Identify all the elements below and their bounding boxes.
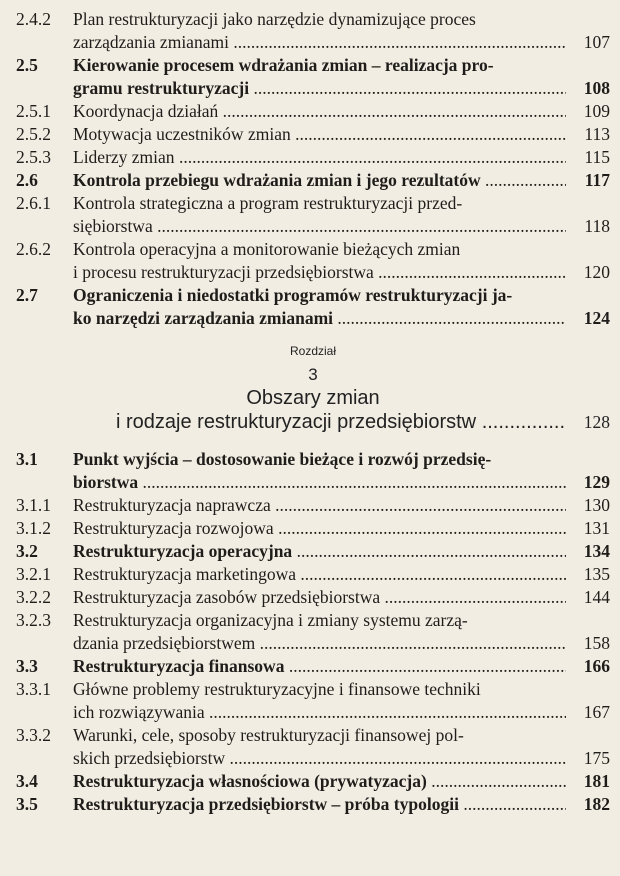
toc-entry-page-number: 109 [583,101,610,121]
toc-entry-title-text: Restrukturyzacja naprawcza ..... [73,495,566,515]
toc-entry-number: 2.6.2 [16,239,51,259]
toc-entry [16,284,610,330]
toc-entry-title [73,724,566,770]
toc-entry-title-line [73,563,566,586]
toc-entry-title-text: ich rozwiązywania ..... [73,702,566,722]
toc-entry [16,563,610,586]
toc-entry [16,448,610,494]
toc-entry [16,586,610,609]
toc-entry-title-line [73,793,566,816]
toc-section-chapter-2 [16,8,610,330]
toc-entry-number: 2.5.2 [16,124,51,144]
toc-entry-title [73,192,566,238]
toc-entry-number: 2.6 [16,170,38,190]
toc-entry [16,146,610,169]
toc-entry-page-number: 131 [583,518,610,538]
toc-entry-number: 3.2.3 [16,610,51,630]
toc-entry-number: 3.1.2 [16,518,51,538]
toc-entry-title-text: Restrukturyzacja przedsiębiorstw – próba typologii ..... [73,794,566,814]
toc-section-chapter-3 [16,448,610,816]
toc-entry-title-line [73,215,566,238]
chapter-number: 3 [308,365,318,384]
toc-entry-title-text: Restrukturyzacja organizacyjna i zmiany systemu zarzą- [73,610,468,630]
toc-entry-title [73,586,566,609]
toc-entry-title-line [73,261,566,284]
chapter-label: Rozdział [289,344,337,358]
toc-entry-title [73,54,566,100]
toc-entry-title [73,563,566,586]
toc-entry-title-line [73,238,566,261]
chapter-title-line-1: Obszary zmian [246,387,380,409]
toc-entry-title-line [73,284,566,307]
toc-entry-title-text: Kontrola operacyjna a monitorowanie bieżących zmian [73,239,461,259]
toc-entry [16,609,610,655]
toc-entry-title-text: Punkt wyjścia – dostosowanie bieżące i rozwój przedsię- [73,449,492,469]
toc-entry-title-text: Kontrola przebiegu wdrażania zmian i jego rezultatów ..... [73,170,566,190]
toc-entry-title-line [73,517,566,540]
toc-entry-number: 2.5.3 [16,147,51,167]
toc-entry-title [73,770,566,793]
toc-entry-page-number: 120 [583,262,610,282]
toc-entry-title-text: Restrukturyzacja finansowa ..... [73,656,566,676]
toc-entry [16,494,610,517]
toc-entry-title-text: skich przedsiębiorstw ..... [73,748,566,768]
toc-entry-title-text: Plan restrukturyzacji jako narzędzie dynamizujące proces [73,9,476,29]
toc-entry-title-text: gramu restrukturyzacji ..... [73,78,566,98]
toc-entry-title-text: biorstwa ..... [73,472,566,492]
toc-entry [16,770,610,793]
toc-entry-title [73,448,566,494]
toc-entry [16,100,610,123]
toc-entry [16,678,610,724]
toc-entry-number: 3.1 [16,449,38,469]
toc-entry-title-text: Liderzy zmian ..... [73,147,566,167]
toc-entry [16,54,610,100]
toc-entry-number: 3.2.2 [16,587,51,607]
toc-entry [16,724,610,770]
toc-entry-number: 2.5.1 [16,101,51,121]
toc-entry [16,8,610,54]
toc-entry-number: 3.3 [16,656,38,676]
toc-entry-title-text: Restrukturyzacja rozwojowa ..... [73,518,566,538]
toc-entry-title-line [73,77,566,100]
toc-entry-number: 3.3.2 [16,725,51,745]
toc-entry-title [73,123,566,146]
toc-entry-title-text: i procesu restrukturyzacji przedsiębiorstwa ..... [73,262,566,282]
toc-entry-number: 3.1.1 [16,495,51,515]
toc-entry-title-line [73,31,566,54]
toc-entry [16,123,610,146]
toc-entry-title-text: Restrukturyzacja operacyjna ..... [73,541,566,561]
toc-entry-title-line [73,770,566,793]
toc-entry-page-number: 134 [583,541,610,561]
toc-entry-title [73,100,566,123]
toc-entry [16,655,610,678]
toc-entry-title [73,169,566,192]
toc-entry-number: 3.3.1 [16,679,51,699]
toc-entry-title-line [73,307,566,330]
toc-entry-number: 2.7 [16,285,38,305]
toc-entry-title [73,609,566,655]
toc-entry-number: 3.5 [16,794,38,814]
toc-entry-title-line [73,169,566,192]
toc-entry-page-number: 130 [583,495,610,515]
toc-entry-title-text: Kierowanie procesem wdrażania zmian – realizacja pro- [73,55,494,75]
toc-entry-title-line [73,747,566,770]
toc-entry-page-number: 167 [583,702,610,722]
toc-entry-page-number: 129 [583,472,610,492]
toc-entry-title-line [73,540,566,563]
toc-entry-page-number: 118 [584,216,610,236]
toc-entry-title-text: ko narzędzi zarządzania zmianami ..... [73,308,566,328]
toc-entry [16,169,610,192]
toc-entry [16,540,610,563]
chapter-title-line-2: i rodzaje restrukturyzacji przedsiębiorstw ..... [116,410,566,434]
toc-entry [16,517,610,540]
toc-entry-page-number: 117 [584,170,610,190]
toc-entry-title-text: Główne problemy restrukturyzacyjne i finansowe techniki [73,679,481,699]
toc-entry [16,793,610,816]
toc-entry-number: 2.5 [16,55,38,75]
toc-entry [16,238,610,284]
toc-entry-title-line [73,192,566,215]
toc-entry-title-line [73,494,566,517]
toc-entry-title-text: dzania przedsiębiorstwem ..... [73,633,566,653]
toc-entry-number: 2.6.1 [16,193,51,213]
toc-entry [16,192,610,238]
toc-entry-title [73,494,566,517]
toc-entry-title-text: Restrukturyzacja zasobów przedsiębiorstwa ..... [73,587,566,607]
toc-entry-title-text: Motywacja uczestników zmian ..... [73,124,566,144]
toc-entry-title [73,284,566,330]
toc-entry-title-line [73,146,566,169]
toc-entry-title-line [73,586,566,609]
toc-entry-title-line [73,8,566,31]
toc-entry-page-number: 166 [583,656,610,676]
toc-entry-title-text: Ograniczenia i niedostatki programów restrukturyzacji ja- [73,285,513,305]
toc-entry-page-number: 175 [583,748,610,768]
toc-entry-title-line [73,471,566,494]
toc-entry-title-line [73,724,566,747]
toc-entry-title-text: zarządzania zmianami ..... [73,32,566,52]
toc-entry-title-line [73,678,566,701]
toc-entry-page-number: 182 [583,794,610,814]
toc-entry-number: 2.4.2 [16,9,51,29]
toc-entry-title-line [73,632,566,655]
toc-entry-page-number: 108 [583,78,610,98]
toc-entry-page-number: 124 [583,308,610,328]
toc-entry-number: 3.2 [16,541,38,561]
toc-entry-title [73,655,566,678]
toc-entry-page-number: 135 [583,564,610,584]
toc-entry-page-number: 115 [584,147,610,167]
toc-entry-page-number: 144 [583,587,610,607]
toc-entry-title-line [73,54,566,77]
toc-entry-title [73,238,566,284]
toc-entry-page-number: 181 [583,771,610,791]
chapter-page-number: 128 [583,412,610,432]
chapter-heading [16,344,610,434]
toc-entry-page-number: 107 [583,32,610,52]
toc-entry-title-text: Restrukturyzacja własnościowa (prywatyzacja) ..... [73,771,566,791]
toc-entry-title-line [73,655,566,678]
toc-entry-title-text: siębiorstwa ..... [73,216,566,236]
toc-entry-number: 3.4 [16,771,38,791]
toc-entry-page-number: 158 [583,633,610,653]
toc-entry-title [73,8,566,54]
toc-entry-title-line [73,448,566,471]
toc-entry-title [73,517,566,540]
toc-entry-title-text: Warunki, cele, sposoby restrukturyzacji finansowej pol- [73,725,464,745]
toc-entry-number: 3.2.1 [16,564,51,584]
chapter-title-row [16,410,610,434]
toc-entry-title [73,793,566,816]
table-of-contents [16,8,610,816]
toc-entry-title-text: Restrukturyzacja marketingowa ..... [73,564,566,584]
toc-entry-title-line [73,701,566,724]
toc-entry-title-text: Koordynacja działań ..... [73,101,566,121]
toc-entry-title [73,540,566,563]
toc-entry-title-line [73,609,566,632]
toc-entry-title-line [73,123,566,146]
toc-entry-page-number: 113 [584,124,610,144]
toc-entry-title-line [73,100,566,123]
toc-entry-title [73,146,566,169]
toc-entry-title [73,678,566,724]
toc-entry-title-text: Kontrola strategiczna a program restrukturyzacji przed- [73,193,463,213]
